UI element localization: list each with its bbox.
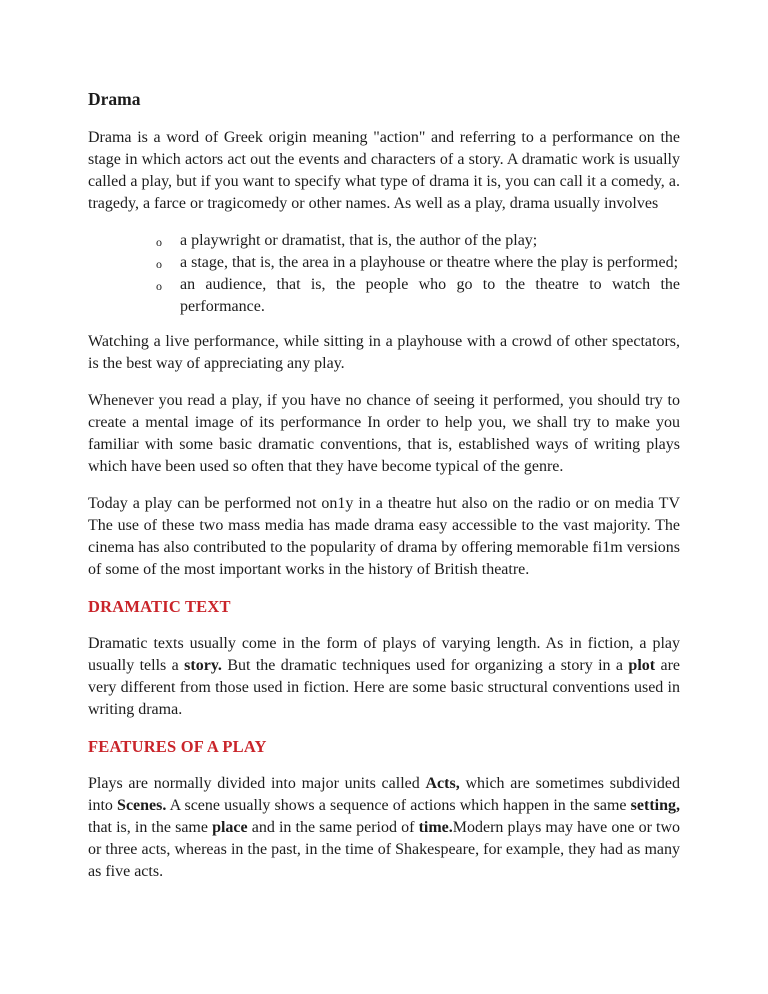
bullet-circle-icon: o (156, 235, 162, 249)
list-item (88, 252, 680, 274)
bullet-circle-icon: o (156, 257, 162, 271)
list-item-text: a stage, that is, the area in a playhouse or theatre where the play is performed; (180, 254, 679, 271)
today-paragraph: Today a play can be performed not on1y in a theatre hut also on the radio or on media TV The use of these two mass media has made drama easy accessible to the vast majority. The cinema has also contributed to the popularity of drama by offering memorable fi1m versions of some of the most important works in the history of British theatre. (88, 495, 680, 578)
list-item (88, 274, 680, 318)
bullet-circle-icon: o (156, 279, 162, 293)
features-paragraph: Plays are normally divided into major units called Acts, which are sometimes subdivided into Scenes. A scene usually shows a sequence of actions which happen in the same setting, that is, in the same place and in the same period of time.Modern plays may have one or two or three acts, whereas in the past, in the time of Shakespeare, for example, they had as many as five acts. (88, 775, 681, 880)
section-heading-features: FEATURES OF A PLAY (88, 737, 267, 756)
list-item-text: a playwright or dramatist, that is, the author of the play; (180, 232, 538, 249)
page-title: Drama (88, 89, 141, 109)
section-heading-dramatic-text: DRAMATIC TEXT (88, 597, 231, 616)
dramatic-text-paragraph: Dramatic texts usually come in the form of plays of varying length. As in fiction, a play usually tells a story. But the dramatic techniques used for organizing a story in a plot are very different from those used in fiction. Here are some basic structural conventions used in writing drama. (88, 635, 681, 718)
intro-paragraph: Drama is a word of Greek origin meaning "action" and referring to a performance on the stage in which actors act out the events and characters of a story. A dramatic work is usually called a play, but if you want to specify what type of drama it is, you can call it a comedy, a. tragedy, a farce or tragicomedy or other names. As well as a play, drama usually involves (88, 129, 680, 212)
whenever-paragraph: Whenever you read a play, if you have no chance of seeing it performed, you should try to create a mental image of its performance In order to help you, we shall try to make you familiar with some basic dramatic conventions, that is, established ways of writing plays which have been used so often that they have become typical of the genre. (88, 392, 680, 475)
involves-list (88, 230, 680, 318)
list-item (88, 230, 680, 252)
list-item-text: an audience, that is, the people who go to the theatre to watch the performance. (180, 276, 680, 315)
watching-paragraph: Watching a live performance, while sitting in a playhouse with a crowd of other spectators, is the best way of appreciating any play. (88, 333, 680, 372)
